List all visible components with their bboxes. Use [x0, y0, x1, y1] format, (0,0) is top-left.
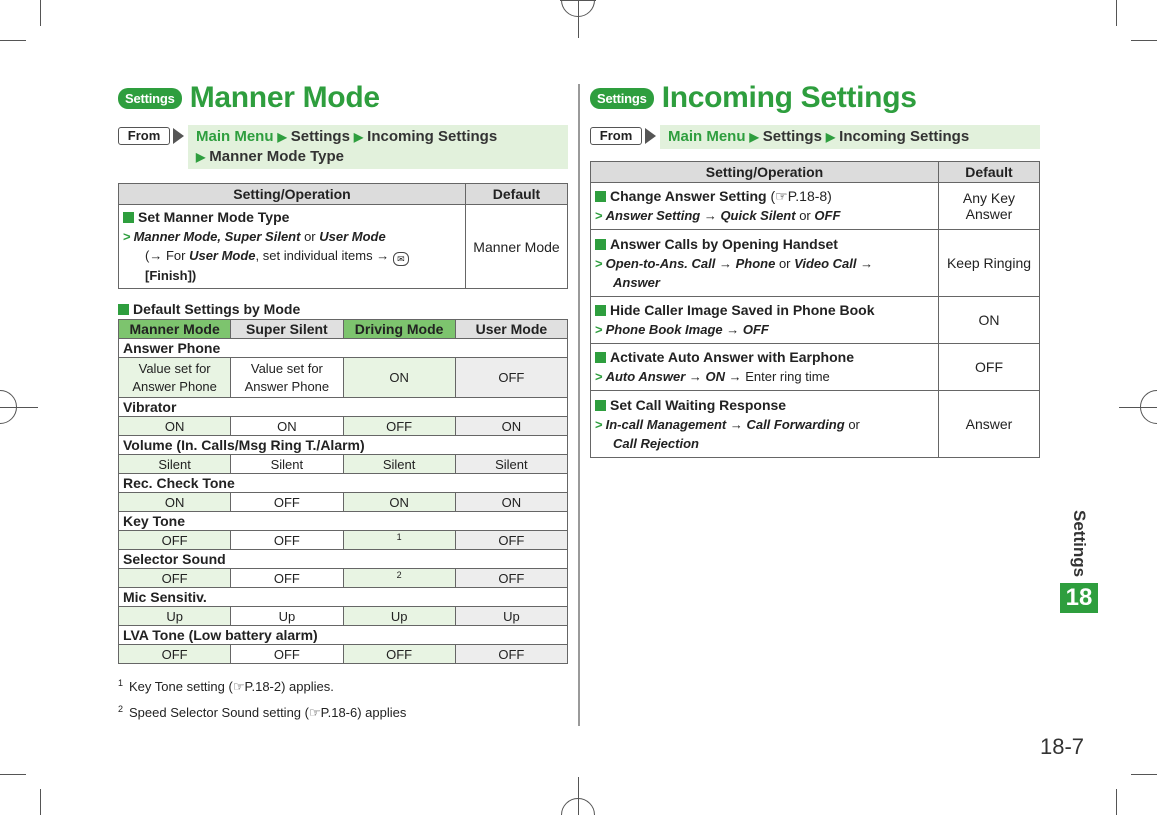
bullet-square-icon — [123, 212, 134, 223]
bullet-square-icon — [118, 304, 129, 315]
operation-cell — [119, 205, 466, 289]
default-cell: ON — [939, 297, 1040, 344]
table-cell: OFF — [343, 417, 455, 436]
group-name: Selector Sound — [119, 550, 568, 569]
table-cell: ON — [119, 493, 231, 512]
table-cell: Up — [119, 607, 231, 626]
registration-mark — [1119, 407, 1157, 408]
setting-title: Change Answer Setting — [610, 188, 767, 204]
registration-mark — [560, 0, 596, 1]
triangle-right-icon: ▶ — [749, 130, 759, 144]
sub-text: , set individual items → — [255, 248, 390, 263]
triangle-right-icon: ▶ — [825, 130, 836, 144]
operation-options: Manner Mode, Super Silent — [133, 229, 301, 244]
mode-header: User Mode — [455, 320, 567, 339]
column-header: Setting/Operation — [119, 184, 466, 205]
crop-mark — [0, 40, 26, 41]
table-cell: Value set for Answer Phone — [119, 358, 231, 398]
menu-path-item: Incoming Settings — [839, 128, 970, 145]
menu-path-item: Manner Mode Type — [209, 148, 344, 165]
page-reference: (☞P.18-8) — [770, 188, 832, 204]
footnote-ref: 1 — [396, 531, 402, 542]
arrow-right-icon — [645, 128, 656, 144]
operation-path-cont: Call Rejection — [613, 435, 699, 451]
operation-path: Answer Setting → Quick Silent — [605, 208, 796, 223]
group-name: Vibrator — [119, 398, 568, 417]
operation-path: Open-to-Ans. Call → Phone — [605, 255, 776, 271]
sub-text: (→ For — [145, 248, 186, 263]
table-cell: Silent — [231, 455, 343, 474]
caret-icon: > — [595, 369, 603, 384]
or-text: or — [304, 229, 316, 244]
caret-icon: > — [595, 416, 603, 432]
crop-mark — [1131, 40, 1157, 41]
registration-mark — [578, 0, 579, 38]
group-name: Key Tone — [119, 512, 568, 531]
group-name: Volume (In. Calls/Msg Ring T./Alarm) — [119, 436, 568, 455]
setting-title: Hide Caller Image Saved in Phone Book — [610, 302, 875, 318]
crop-mark — [1116, 789, 1117, 815]
incoming-settings-table — [590, 161, 1040, 458]
group-name: Mic Sensitiv. — [119, 588, 568, 607]
table-cell: Silent — [343, 455, 455, 474]
table-cell: OFF — [455, 645, 567, 664]
footnote-ref-cell — [343, 569, 455, 588]
from-label: From — [590, 127, 642, 145]
table-cell: OFF — [343, 645, 455, 664]
operation-option: OFF — [814, 208, 841, 223]
operation-path: Auto Answer → ON → — [605, 369, 742, 384]
table-cell: OFF — [231, 531, 343, 550]
operation-cell — [591, 391, 939, 458]
registration-mark — [578, 777, 579, 815]
column-divider — [578, 84, 580, 726]
table-cell: Silent — [455, 455, 567, 474]
triangle-right-icon: ▶ — [277, 130, 287, 144]
triangle-right-icon: ▶ — [353, 130, 364, 144]
triangle-right-icon: ▶ — [196, 150, 206, 164]
table-cell: OFF — [455, 569, 567, 588]
operation-option: Video Call → — [794, 255, 874, 271]
operation-cell — [591, 183, 939, 230]
table-cell: OFF — [119, 569, 231, 588]
table-cell: ON — [455, 493, 567, 512]
arrow-right-icon — [173, 128, 184, 144]
caret-icon: > — [595, 208, 603, 223]
navigation-path — [118, 125, 568, 169]
mode-header: Super Silent — [231, 320, 343, 339]
menu-path — [188, 125, 568, 169]
footnote-number: 1 — [118, 678, 124, 688]
bullet-square-icon — [595, 191, 606, 202]
manner-mode-section — [118, 80, 568, 724]
from-badge — [118, 125, 188, 147]
footnote-number: 2 — [118, 704, 124, 714]
navigation-path — [590, 125, 1040, 149]
bullet-square-icon — [595, 305, 606, 316]
setting-title: Answer Calls by Opening Handset — [610, 235, 838, 252]
setting-title: Set Call Waiting Response — [610, 396, 787, 413]
setting-title: Set Manner Mode Type — [138, 209, 290, 225]
chapter-number: 18 — [1060, 583, 1098, 613]
or-text: or — [778, 255, 791, 271]
table-cell: OFF — [119, 645, 231, 664]
operation-path: In-call Management → Call Forwarding — [605, 416, 845, 432]
caret-icon: > — [595, 255, 603, 271]
table-cell: Up — [231, 607, 343, 626]
table-cell: ON — [343, 493, 455, 512]
bullet-square-icon — [595, 400, 606, 411]
from-badge — [590, 125, 660, 147]
table-cell: OFF — [231, 645, 343, 664]
page-title: Manner Mode — [189, 81, 380, 114]
table-cell: Silent — [119, 455, 231, 474]
mode-header: Driving Mode — [343, 320, 455, 339]
or-text: or — [848, 416, 860, 432]
bullet-square-icon — [595, 239, 606, 250]
operation-text: Enter ring time — [745, 369, 830, 384]
operation-cell — [591, 344, 939, 391]
section-title-row — [118, 80, 568, 116]
crop-mark — [40, 0, 41, 26]
or-text: or — [799, 208, 811, 223]
menu-path-item: Main Menu — [668, 128, 746, 145]
default-cell: OFF — [939, 344, 1040, 391]
column-header: Setting/Operation — [591, 162, 939, 183]
chapter-side-label: Settings — [1070, 510, 1089, 578]
default-cell: Keep Ringing — [939, 230, 1040, 297]
sub-emphasis: User Mode — [189, 248, 256, 263]
subsection-title — [118, 301, 568, 317]
footnote-ref: 2 — [396, 569, 402, 580]
operation-cell — [591, 230, 939, 297]
table-cell: Up — [455, 607, 567, 626]
crop-mark — [1131, 774, 1157, 775]
finish-key-label: [Finish]) — [145, 268, 197, 283]
table-cell: Value set for Answer Phone — [231, 358, 343, 398]
default-cell: Manner Mode — [466, 205, 568, 289]
page-number: 18-7 — [1040, 734, 1085, 759]
menu-path-item: Settings — [762, 128, 822, 145]
mail-key-icon: ✉ — [393, 252, 409, 266]
menu-path — [660, 125, 1040, 149]
group-name: LVA Tone (Low battery alarm) — [119, 626, 568, 645]
footnote-text: Key Tone setting (☞P.18-2) applies. — [129, 679, 334, 694]
default-cell: Any Key Answer — [939, 183, 1040, 230]
table-cell: OFF — [119, 531, 231, 550]
menu-path-item: Incoming Settings — [367, 128, 498, 145]
operation-path-cont: Answer — [613, 274, 660, 290]
group-name: Rec. Check Tone — [119, 474, 568, 493]
table-cell: OFF — [455, 358, 567, 398]
table-cell: ON — [119, 417, 231, 436]
menu-path-item: Settings — [290, 128, 350, 145]
footnote — [118, 698, 568, 724]
footnote-ref-cell — [343, 531, 455, 550]
crop-mark — [0, 774, 26, 775]
column-header: Default — [466, 184, 568, 205]
menu-path-item: Main Menu — [196, 128, 274, 145]
footnote-text: Speed Selector Sound setting (☞P.18-6) applies — [129, 705, 407, 720]
page-title: Incoming Settings — [661, 81, 917, 114]
table-cell: ON — [343, 358, 455, 398]
mode-defaults-table — [118, 319, 568, 664]
operation-cell — [591, 297, 939, 344]
from-label: From — [118, 127, 170, 145]
footnotes — [118, 672, 568, 724]
mode-header: Manner Mode — [119, 320, 231, 339]
crop-mark — [40, 789, 41, 815]
setting-title: Activate Auto Answer with Earphone — [610, 349, 854, 365]
registration-mark — [0, 407, 38, 408]
incoming-settings-section — [590, 80, 1040, 458]
crop-mark — [1116, 0, 1117, 26]
footnote — [118, 672, 568, 698]
column-header: Default — [939, 162, 1040, 183]
default-cell: Answer — [939, 391, 1040, 458]
caret-icon: > — [595, 322, 603, 337]
group-name: Answer Phone — [119, 339, 568, 358]
bullet-square-icon — [595, 352, 606, 363]
table-cell: OFF — [231, 493, 343, 512]
table-cell: OFF — [231, 569, 343, 588]
table-cell: ON — [455, 417, 567, 436]
settings-badge: Settings — [590, 88, 654, 109]
table-cell: ON — [231, 417, 343, 436]
subsection-title-text: Default Settings by Mode — [133, 301, 301, 317]
setting-table — [118, 183, 568, 289]
operation-path: Phone Book Image → OFF — [605, 322, 769, 337]
table-cell: OFF — [455, 531, 567, 550]
section-title-row — [590, 80, 1040, 116]
table-cell: Up — [343, 607, 455, 626]
settings-badge: Settings — [118, 88, 182, 109]
caret-icon: > — [123, 229, 131, 244]
operation-option: User Mode — [319, 229, 386, 244]
